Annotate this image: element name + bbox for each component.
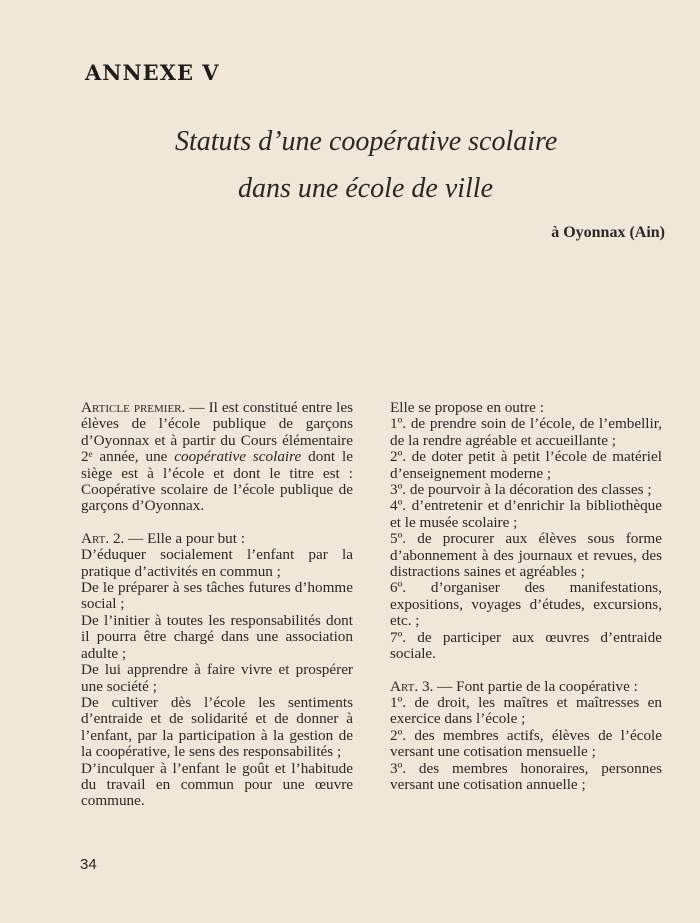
article-2-label: Art. 2. [81,529,125,547]
article-2-item: De l’initier à toutes les responsabilités dont il pourra être chargé dans une association adulte ; [81,611,353,662]
purpose-item: 6º. d’organiser des manifestations, expositions, voyages d’études, excursions, etc. ; [390,579,662,630]
article-2-intro: — Elle a pour but : [124,529,245,547]
article-2-item: D’inculquer à l’enfant le goût et l’habitude du travail en commun pour une œuvre commune. [81,759,353,810]
location-subtitle: à Oyonnax (Ain) [551,224,665,241]
right-column [390,400,662,793]
article-2-item: D’éduquer socialement l’enfant par la pratique d’activités en commun ; [81,546,353,580]
page-number: 34 [80,856,97,873]
purpose-item: 7º. de participer aux œuvres d’entraide sociale. [390,628,662,663]
article-2-item: De le préparer à ses tâches futures d’homme social ; [81,579,353,613]
article-2-item: De lui apprendre à faire vivre et prospérer une société ; [81,661,353,695]
article-2-item: De cultiver dès l’école les sentiments d’entraide et de solidarité et de donner à l’enfant, par la participation à la gestion de la coopérative, le sens des responsabilités ; [81,693,353,761]
article-1-text-b: dont le siège est à l’école et dont le titre est : Coopérative scolaire de l’école publique de garçons d’Oyonnax. [81,448,353,515]
annex-heading: ANNEXE V [85,60,220,85]
article-2-heading [81,531,353,547]
document-title [0,118,700,212]
article-3-item: 3º. des membres honoraires, personnes versant une cotisation annuelle ; [390,759,662,793]
title-line-2: dans une école de ville [238,173,494,204]
purpose-item: 5º. de procurer aux élèves sous forme d’abonnement à des journaux et revues, des distractions saines et agréables ; [390,530,662,581]
purpose-item: 2º. de doter petit à petit l’école de matériel d’enseignement moderne ; [390,448,662,482]
article-3-item: 1º. de droit, les maîtres et maîtresses en exercice dans l’école ; [390,693,662,728]
purpose-item: 3º. de pourvoir à la décoration des classes ; [390,481,652,499]
article-1 [81,400,353,515]
article-1-text-a: — Il est constitué entre les élèves de l’école publique de garçons d’Oyonnax et à partir du Cours élémentaire 2ᵉ année, une [81,399,353,466]
article-1-text-italic: coopérative scolaire [174,448,302,466]
purposes-intro: Elle se propose en outre : [390,399,544,416]
purposes-list [390,400,662,663]
purpose-item: 1º. de prendre soin de l’école, de l’embellir, de la rendre agréable et accueillante ; [390,415,662,449]
article-3-label: Art. 3. [390,677,434,695]
title-line-1: Statuts d’une coopérative scolaire [175,126,558,157]
article-1-label: Article premier. [81,399,186,416]
article-3-heading [390,679,662,695]
article-3-item: 2º. des membres actifs, élèves de l’école versant une cotisation mensuelle ; [390,726,662,761]
article-3 [390,679,662,794]
purpose-item: 4º. d’entretenir et d’enrichir la bibliothèque et le musée scolaire ; [390,497,662,531]
article-3-intro: — Font partie de la coopérative : [433,677,638,695]
left-column [81,400,353,810]
article-2 [81,531,353,810]
